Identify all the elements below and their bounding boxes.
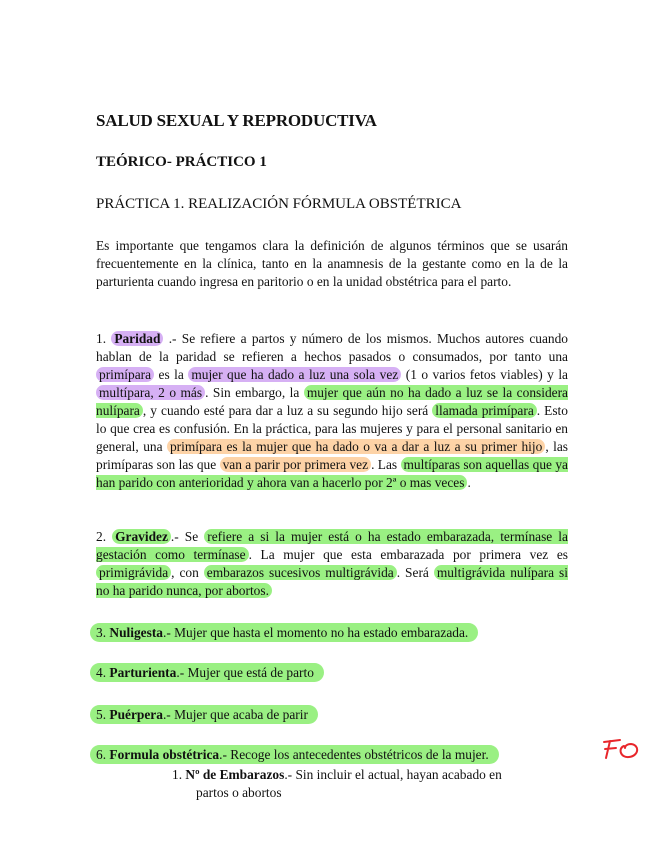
highlight: multípara, 2 o más — [96, 385, 205, 400]
item-number: 2. — [96, 529, 107, 544]
highlight: multíparas son aquellas que ya han parido con anterioridad y ahora van a hacerlo por 2ª o mas veces — [96, 457, 568, 490]
paragraph-gravidez — [96, 528, 568, 600]
practice-heading: PRÁCTICA 1. REALIZACIÓN FÓRMULA OBSTÉTRICA — [96, 196, 462, 212]
intro-paragraph: Es importante que tengamos clara la definición de algunos términos que se usarán frecuentemente en la clínica, tanto en la anamnesis de la gestante como en la de la parturienta cuando ingresa en paritorio o en la unidad obstétrica para el parto. — [96, 238, 568, 289]
term-nuligesta: Nuligesta — [109, 625, 163, 640]
subitem-number: 1. — [172, 767, 183, 782]
definition-text: .- Mujer que acaba de parir — [162, 707, 308, 722]
text-fragment: , las primíparas son las que — [96, 439, 568, 472]
highlight: primípara — [96, 367, 154, 382]
definition-text: .- Mujer que está de parto — [176, 665, 314, 680]
term-gravidez: Gravidez — [112, 529, 171, 544]
text-fragment: .- Se — [170, 529, 205, 544]
item-puerpera — [96, 706, 318, 724]
item-nuligesta — [96, 624, 478, 642]
definition-continuation: partos o abortos — [196, 785, 282, 800]
term-parturienta: Parturienta — [109, 665, 177, 680]
text-fragment: . — [467, 475, 471, 490]
term-puerpera: Puérpera — [109, 707, 163, 722]
subitem-numero-embarazos — [172, 766, 572, 802]
text-fragment: . Será — [396, 565, 434, 580]
text-fragment: , y cuando esté para dar a luz a su segundo hijo será — [142, 403, 433, 418]
item-number: 5. — [96, 707, 107, 722]
text-fragment: . Sin embargo, la — [205, 385, 304, 400]
document-subtitle: TEÓRICO- PRÁCTICO 1 — [96, 154, 267, 170]
highlight: primípara es la mujer que ha dado o va a dar a luz a su primer hijo — [167, 439, 545, 454]
paragraph-paridad — [96, 330, 568, 492]
definition-text: .- Sin incluir el actual, hayan acabado en — [284, 767, 502, 782]
highlight: van a parir por primera vez — [220, 457, 372, 472]
item-number: 4. — [96, 665, 107, 680]
term-formula-obstetrica: Formula obstétrica — [109, 747, 220, 762]
item-parturienta — [96, 664, 324, 682]
highlight: primigrávida — [96, 565, 171, 580]
text-fragment: (1 o varios fetos viables) y la — [401, 367, 568, 382]
text-fragment: . La mujer que esta embarazada por primera vez es — [248, 547, 568, 562]
document-title: SALUD SEXUAL Y REPRODUCTIVA — [96, 111, 377, 130]
item-number: 1. — [96, 331, 107, 346]
highlight: llamada primípara — [432, 403, 536, 418]
item-number: 6. — [96, 747, 107, 762]
text-fragment: . Esto lo que crea es confusión. En la práctica, para las mujeres y para el personal sanitario en general, una — [96, 403, 568, 454]
text-fragment: .- Se refiere a partos y número de los mismos. Muchos autores cuando hablan de la paridad se refieren a hechos pasados o consumados, por tanto una — [96, 331, 568, 364]
highlight: mujer que aún no ha dado a luz se la considera nulípara — [96, 385, 568, 418]
term-numero-embarazos: Nº de Embarazos — [185, 767, 285, 782]
highlight: refiere a si la mujer está o ha estado embarazada, termínase la gestación como termínase — [96, 529, 568, 562]
highlight: mujer que ha dado a luz una sola vez — [188, 367, 401, 382]
item-number: 3. — [96, 625, 107, 640]
item-formula-obstetrica — [96, 746, 499, 764]
highlight: embarazos sucesivos multigrávida — [204, 565, 397, 580]
handwritten-fo-annotation — [598, 736, 644, 762]
text-fragment: , con — [171, 565, 204, 580]
text-fragment: . Las — [371, 457, 401, 472]
definition-text: .- Recoge los antecedentes obstétricos de la mujer. — [219, 747, 489, 762]
text-fragment: es la — [154, 367, 189, 382]
highlight: multigrávida nulípara si no ha parido nunca, por abortos. — [96, 565, 568, 598]
definition-text: .- Mujer que hasta el momento no ha estado embarazada. — [162, 625, 469, 640]
term-paridad: Paridad — [111, 331, 163, 346]
